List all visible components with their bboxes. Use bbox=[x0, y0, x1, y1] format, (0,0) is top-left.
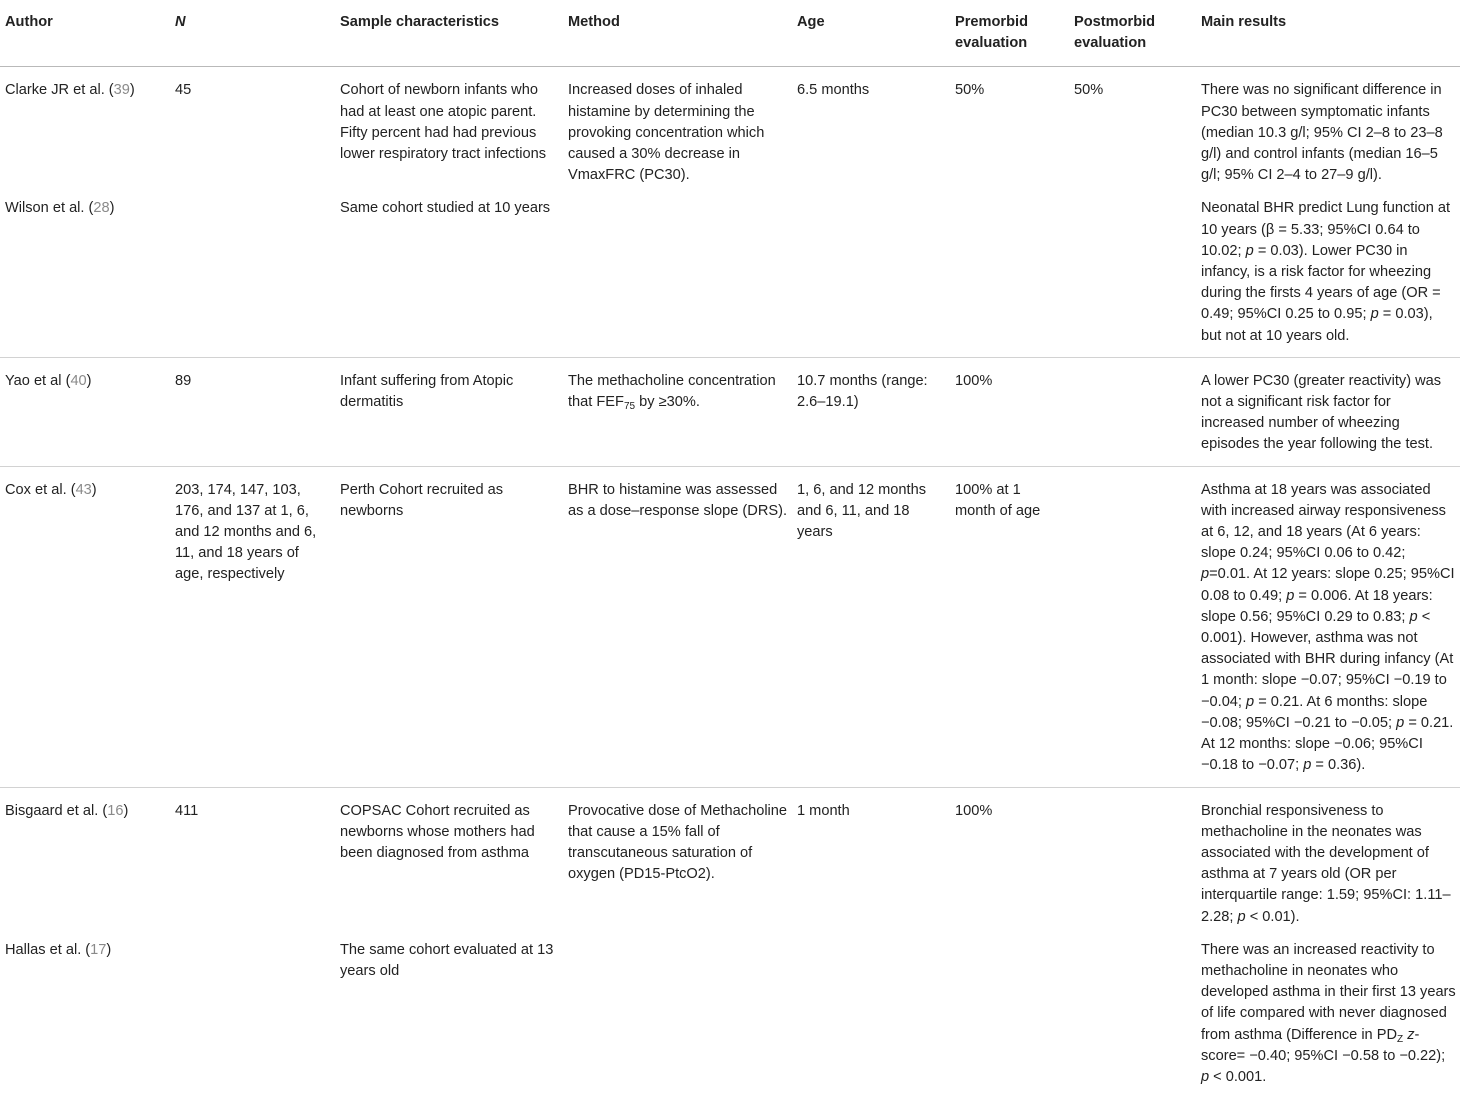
cell-author: Clarke JR et al. (39) bbox=[5, 82, 135, 99]
cell-n: 411 bbox=[175, 802, 199, 819]
cell-postmorbid bbox=[1069, 938, 1196, 1088]
cell-postmorbid: 50% bbox=[1074, 82, 1104, 99]
cell-postmorbid bbox=[1069, 466, 1196, 787]
header-premorbid: Premorbid evaluation bbox=[950, 0, 1069, 67]
cell-author: Wilson et al. (28) bbox=[0, 196, 170, 357]
header-n: N bbox=[170, 0, 335, 67]
cell-method: BHR to histamine was assessed as a dose–response slope (DRS). bbox=[563, 466, 792, 787]
cell-author: Bisgaard et al. (16) bbox=[5, 802, 129, 819]
header-sample: Sample characteristics bbox=[335, 0, 563, 67]
cell-author: Yao et al (40) bbox=[0, 357, 170, 466]
cell-results: Neonatal BHR predict Lung function at 10 years (β = 5.33; 95%CI 0.64 to 10.02; p = 0.03). Lower PC30 in infancy, is a risk factor for wheezing during the firsts 4 years of age (OR = 0.49; 95%CI 0.25 to 0.95; p = 0.03), but not at 10 years old. bbox=[1196, 196, 1460, 357]
cell-method: The methacholine concentration that $FEF_{75}$ by ≥30%. bbox=[563, 357, 792, 466]
cell-results: A lower PC30 (greater reactivity) was not a significant risk factor for increased number of wheezing episodes the year following the test. bbox=[1196, 357, 1460, 466]
header-postmorbid: Postmorbid evaluation bbox=[1069, 0, 1196, 67]
table-row bbox=[0, 196, 1460, 357]
cell-premorbid bbox=[950, 938, 1069, 1088]
reference-link[interactable]: 39 bbox=[113, 82, 130, 99]
reference-link[interactable]: 43 bbox=[75, 481, 92, 498]
cell-sample: Same cohort studied at 10 years bbox=[335, 196, 563, 357]
cell-premorbid: 100% at 1 month of age bbox=[950, 466, 1069, 787]
cell-premorbid: 100% bbox=[950, 357, 1069, 466]
cell-n: 89 bbox=[170, 357, 335, 466]
cell-sample: The same cohort evaluated at 13 years old bbox=[340, 941, 554, 979]
cell-age: 1 month bbox=[797, 802, 850, 819]
cell-results: Asthma at 18 years was associated with increased airway responsiveness at 6, 12, and 18 years (At 6 years: slope 0.24; 95%CI 0.06 to 0.42; p=0.01. At 12 years: slope 0.25; 95%CI 0.08 to 0.49; p = 0.006. At 18 years: slope 0.56; 95%CI 0.29 to 0.83; p < 0.001). However, asthma was not associated with BHR during infancy (At 1 month: slope −0.07; 95%CI −0.19 to −0.04; p = 0.21. At 6 months: slope −0.08; 95%CI −0.21 to −0.05; p = 0.21. At 12 months: slope −0.06; 95%CI −0.18 to −0.07; p = 0.36). bbox=[1196, 466, 1460, 787]
table-row bbox=[0, 67, 1460, 197]
cell-results: Bronchial responsiveness to methacholine in the neonates was associated with the development of asthma at 7 years old (OR per interquartile range: 1.59; 95%CI: 1.11–2.28; p < 0.01). bbox=[1201, 802, 1451, 925]
cell-author: Hallas et al. (17) bbox=[5, 941, 112, 958]
cell-age: 10.7 months (range: 2.6–19.1) bbox=[792, 357, 950, 466]
cell-author: Cox et al. (43) bbox=[0, 466, 170, 787]
header-results: Main results bbox=[1196, 0, 1460, 67]
cell-sample: COPSAC Cohort recruited as newborns whose mothers had been diagnosed from asthma bbox=[340, 802, 535, 861]
cell-postmorbid bbox=[1069, 196, 1196, 357]
cell-method: Increased doses of inhaled histamine by determining the provoking concentration which caused a 30% decrease in VmaxFRC (PC30). bbox=[568, 82, 765, 184]
header-author: Author bbox=[0, 0, 170, 67]
header-method: Method bbox=[563, 0, 792, 67]
cell-premorbid: 100% bbox=[955, 802, 993, 819]
cell-n bbox=[170, 938, 335, 1088]
table-row bbox=[0, 938, 1460, 1088]
cell-premorbid: 50% bbox=[955, 82, 985, 99]
header-row bbox=[0, 0, 1460, 67]
cell-age: 6.5 months bbox=[797, 82, 870, 99]
table-row bbox=[0, 787, 1460, 938]
cell-n: 203, 174, 147, 103, 176, and 137 at 1, 6, and 12 months and 6, 11, and 18 years of age, respectively bbox=[170, 466, 335, 787]
cell-postmorbid bbox=[1069, 787, 1196, 938]
reference-link[interactable]: 28 bbox=[93, 200, 110, 217]
cell-sample: Infant suffering from Atopic dermatitis bbox=[335, 357, 563, 466]
cell-postmorbid bbox=[1069, 357, 1196, 466]
cell-n: 45 bbox=[175, 82, 192, 99]
reference-link[interactable]: 16 bbox=[107, 802, 124, 819]
reference-link[interactable]: 17 bbox=[90, 941, 107, 958]
cell-method bbox=[563, 938, 792, 1088]
cell-premorbid bbox=[950, 196, 1069, 357]
cell-sample: Perth Cohort recruited as newborns bbox=[335, 466, 563, 787]
cell-results: There was no significant difference in PC30 between symptomatic infants (median 10.3 g/l; 95% CI 2–8 to 23–8 g/l) and control infants (median 16–5 g/l; 95% CI 2–4 to 27–9 g/l). bbox=[1201, 82, 1443, 184]
cell-age bbox=[792, 938, 950, 1088]
header-age: Age bbox=[792, 0, 950, 67]
cell-results: There was an increased reactivity to methacholine in neonates who developed asthma in their first 13 years of life compared with never diagnosed from asthma (Difference in $PD_Z$ z-score= −0.40; 95%CI −0.58 to −0.22); p < 0.001. bbox=[1201, 941, 1456, 1085]
table-row bbox=[0, 357, 1460, 466]
table-row bbox=[0, 466, 1460, 787]
cell-method bbox=[563, 196, 792, 357]
cell-method: Provocative dose of Methacholine that cause a 15% fall of transcutaneous saturation of oxygen (PD15-PtcO2). bbox=[568, 802, 788, 883]
cell-sample: Cohort of newborn infants who had at least one atopic parent. Fifty percent had had previous lower respiratory tract infections bbox=[340, 82, 547, 163]
cell-n bbox=[170, 196, 335, 357]
cell-age bbox=[792, 196, 950, 357]
reference-link[interactable]: 40 bbox=[70, 372, 87, 389]
cell-age: 1, 6, and 12 months and 6, 11, and 18 years bbox=[792, 466, 950, 787]
